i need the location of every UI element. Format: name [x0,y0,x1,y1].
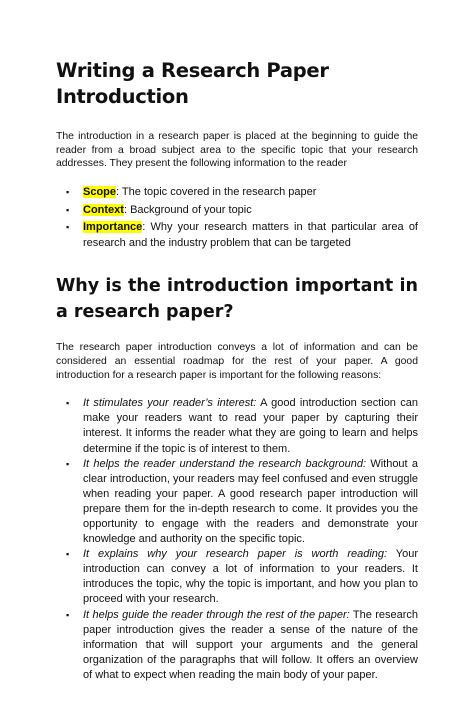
list-item [56,185,418,201]
list-item [56,220,418,251]
reasons-list [56,396,418,683]
bullet-icon: ▪ [66,222,70,233]
highlighted-term: Scope [83,186,117,199]
highlighted-term: Context [83,203,124,216]
list-item [56,203,418,219]
list-item-text: : The topic covered in the research paper [116,186,317,199]
section-paragraph: The research paper introduction conveys a lot of information and can be considered an essential roadmap for the rest of your paper. A good introduction for a research paper is important for the following reasons: [56,342,418,381]
bullet-icon: ▪ [66,609,70,620]
bullet-icon: ▪ [66,204,70,215]
reason-text: A good introduction section can make your readers want to read your paper by capturing their interest. It informs the reader what they are going to learn and helps determine if the topic is of interest to them. [83,397,418,455]
page-title: Writing a Research Paper Introduction [56,59,329,108]
bullet-icon: ▪ [66,458,70,469]
reason-text: The research paper introduction gives the reader a sense of the nature of the information that will support your arguments and the general organization of the paragraphs that will follow. It offers an overview of what to expect when reading the main body of your paper. [83,608,418,681]
highlighted-term: Importance [83,221,143,234]
reason-text: Your introduction can convey a lot of information to your readers. It introduces the topic, why the topic is important, and how you plan to proceed with your research. [83,548,418,606]
bullet-icon: ▪ [66,549,70,560]
reason-lead: It helps the reader understand the research background: [83,457,367,470]
intro-paragraph: The introduction in a research paper is placed at the beginning to guide the reader from a broad subject area to the specific topic that your research addresses. They present the following information to the reader [56,131,418,170]
list-item-text: : Why your research matters in that particular area of research and the industry problem that can be targeted [83,221,418,249]
reason-lead: It helps guide the reader through the rest of the paper: [83,608,350,621]
list-item-text: : Background of your topic [123,203,252,216]
list-item [56,608,418,683]
list-item [56,457,418,548]
reason-lead: It explains why your research paper is worth reading: [83,548,388,561]
section-heading: Why is the introduction important in a research paper? [56,276,418,323]
bullet-icon: ▪ [66,398,70,409]
list-item [56,547,418,607]
info-list [56,185,418,251]
reason-lead: It stimulates your reader’s interest: [83,397,257,410]
list-item [56,396,418,456]
reason-text: Without a clear introduction, your readers may feel confused and even struggle when reading your paper. A good research paper introduction will prepare them for the in-depth research to come. It provides you the opportunity to engage with the readers and demonstrate your knowledge and authority on the specific topic. [83,457,418,546]
bullet-icon: ▪ [66,187,70,198]
